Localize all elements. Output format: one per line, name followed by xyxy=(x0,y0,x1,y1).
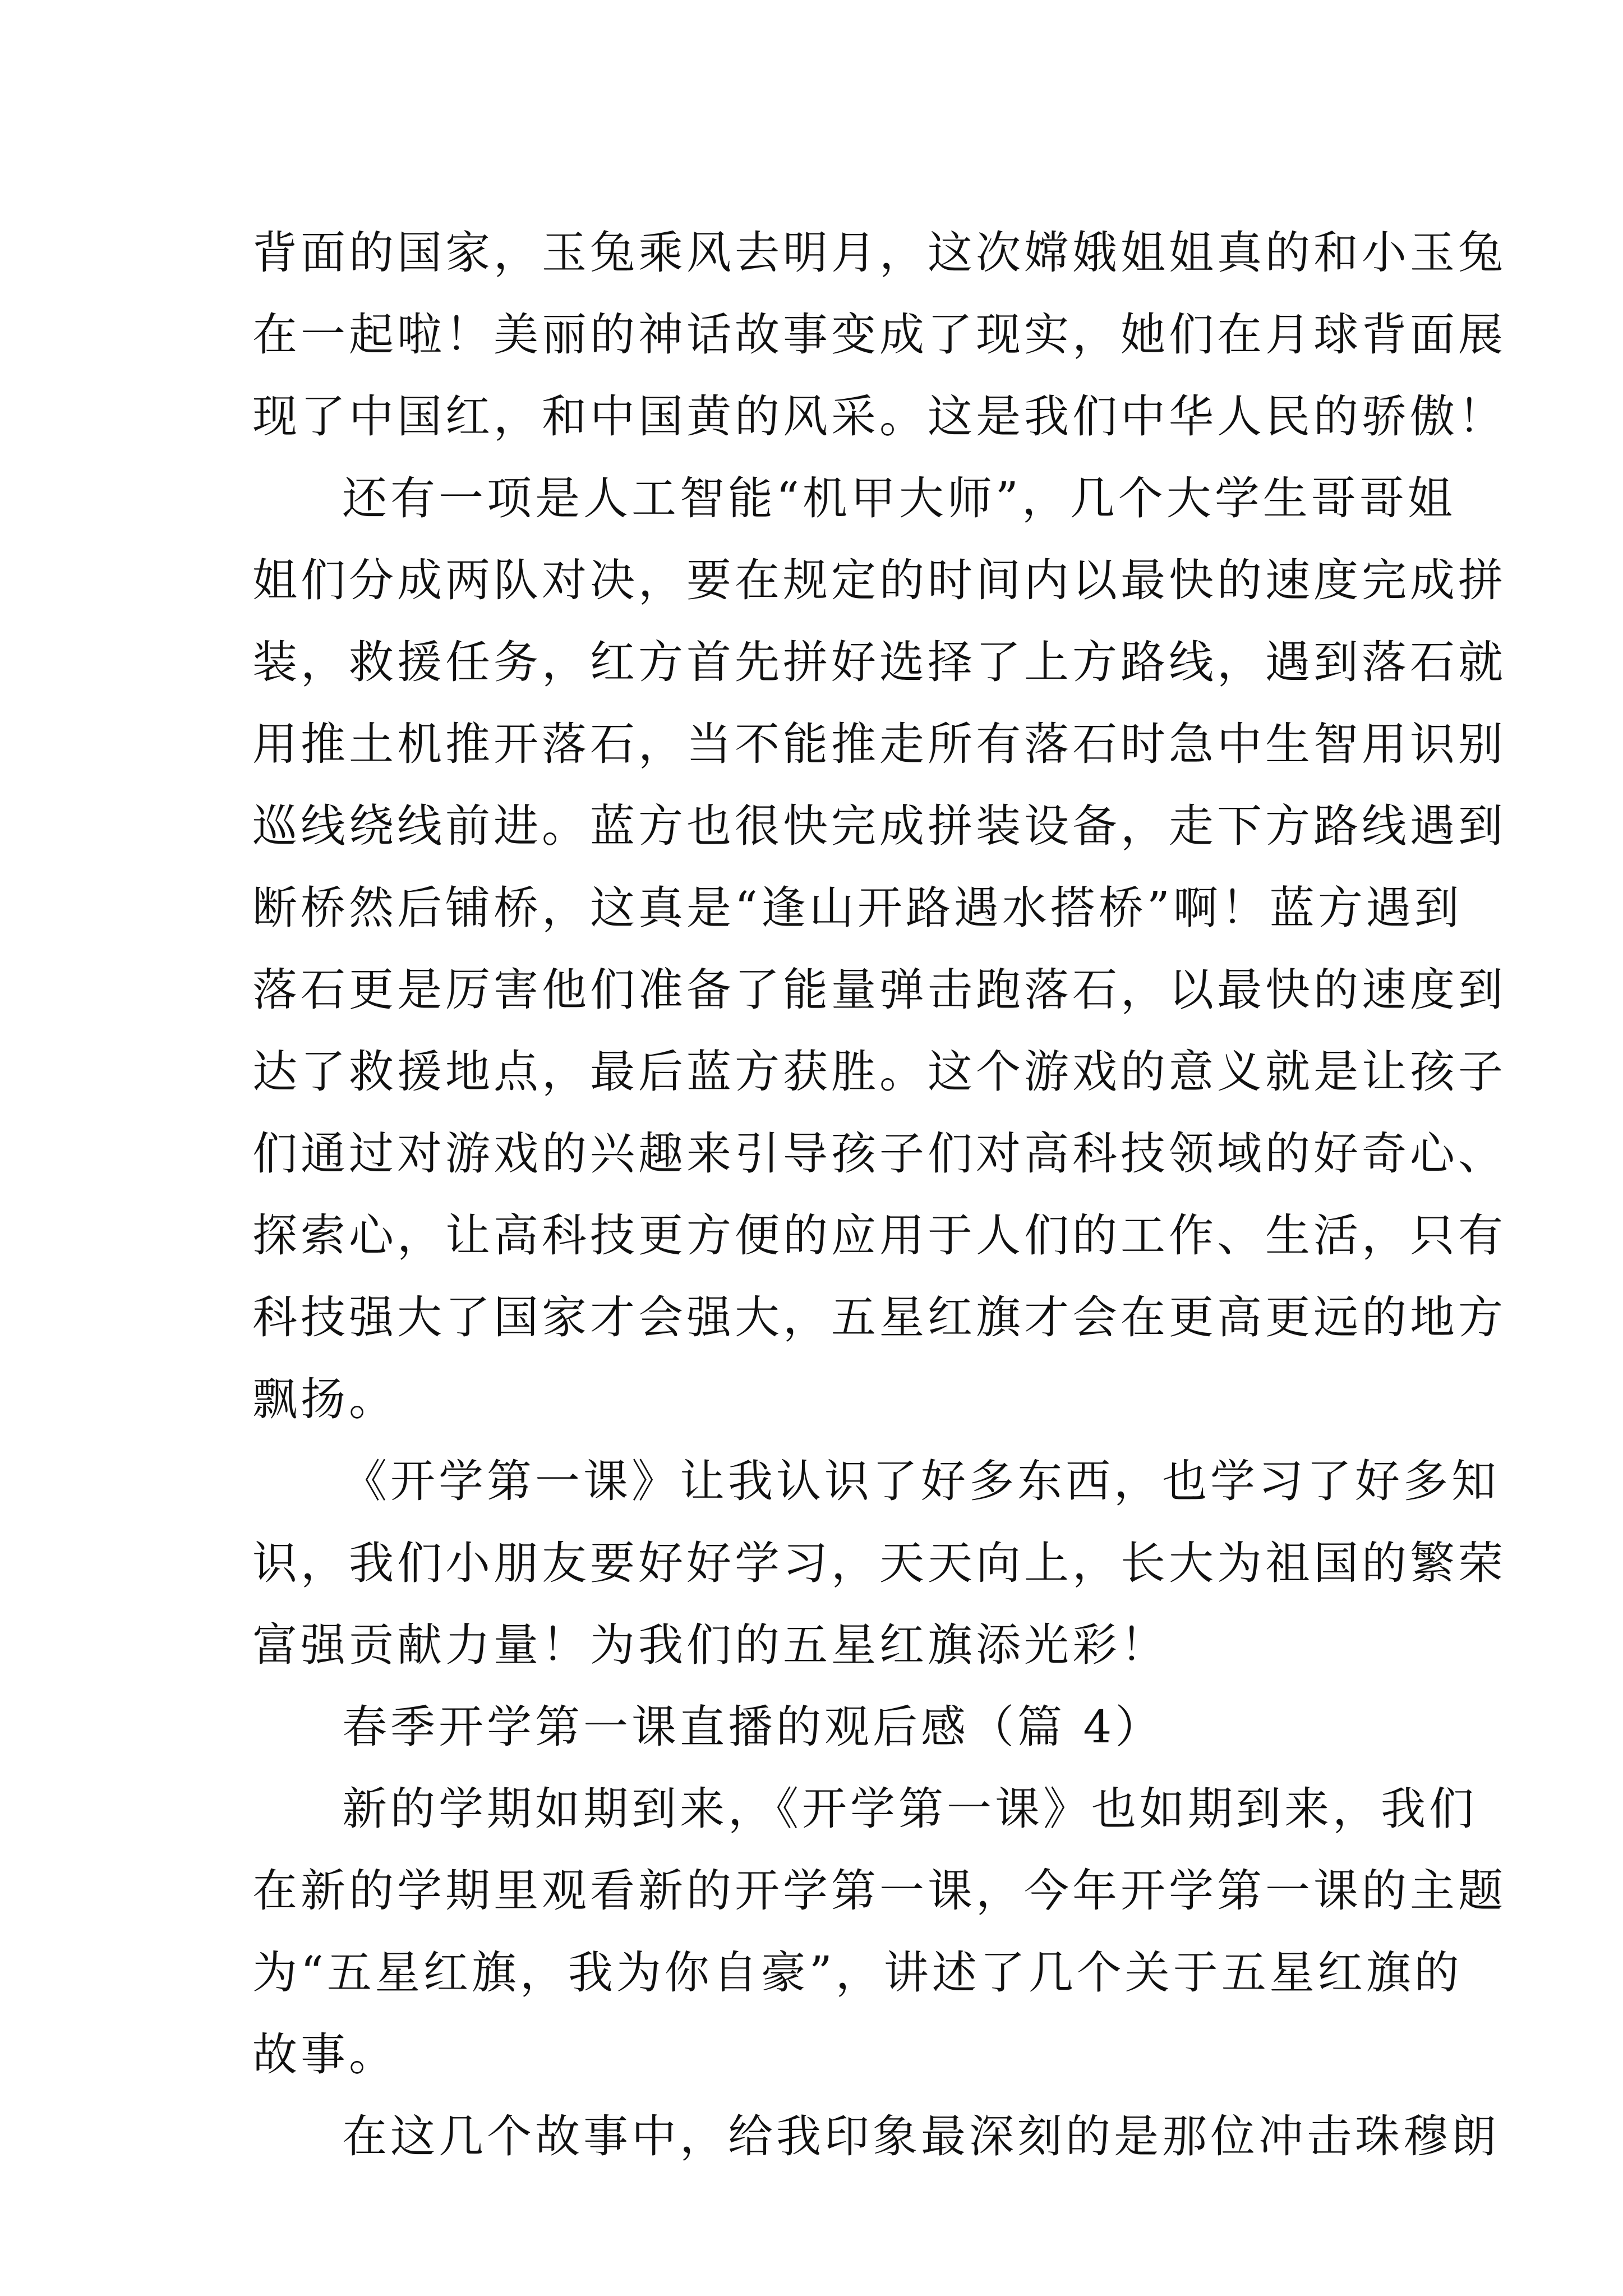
text-line: 装，救援任务，红方首先拼好选择了上方路线，遇到落石就 xyxy=(252,636,1506,688)
text-line: 用推土机推开落石，当不能推走所有落石时急中生智用识别 xyxy=(252,718,1506,770)
text-line: 科技强大了国家才会强大，五星红旗才会在更高更远的地方 xyxy=(252,1291,1506,1343)
section-heading: 春季开学第一课直播的观后感（篇 4） xyxy=(342,1701,1164,1753)
text-line: 背面的国家，玉兔乘风去明月，这次嫦娥姐姐真的和小玉兔 xyxy=(252,227,1506,279)
text-line: 巡线绕线前进。蓝方也很快完成拼装设备，走下方路线遇到 xyxy=(252,800,1506,852)
text-line: 们通过对游戏的兴趣来引导孩子们对高科技领域的好奇心、 xyxy=(252,1128,1506,1180)
text-line: 富强贡献力量！为我们的五星红旗添光彩！ xyxy=(252,1619,1169,1671)
paragraph-start-line: 新的学期如期到来，《开学第一课》也如期到来，我们 xyxy=(342,1783,1477,1835)
paragraph-start-line: 还有一项是人工智能“机甲大师”，几个大学生哥哥姐 xyxy=(342,472,1456,524)
text-line: 探索心，让高科技更方便的应用于人们的工作、生活，只有 xyxy=(252,1209,1506,1262)
text-line: 达了救援地点，最后蓝方获胜。这个游戏的意义就是让孩子 xyxy=(252,1046,1506,1098)
text-line: 姐们分成两队对决，要在规定的时间内以最快的速度完成拼 xyxy=(252,554,1506,606)
document-body xyxy=(252,212,1506,2178)
paragraph-start-line: 《开学第一课》让我认识了好多东西，也学习了好多知 xyxy=(342,1455,1500,1507)
text-line: 飘扬。 xyxy=(252,1373,397,1425)
paragraph-start-line: 在这几个故事中，给我印象最深刻的是那位冲击珠穆朗 xyxy=(342,2110,1500,2162)
text-line: 在一起啦！美丽的神话故事变成了现实，她们在月球背面展 xyxy=(252,309,1506,361)
text-line: 落石更是厉害他们准备了能量弹击跑落石，以最快的速度到 xyxy=(252,964,1506,1016)
text-line: 为“五星红旗，我为你自豪”，讲述了几个关于五星红旗的 xyxy=(252,1947,1463,1999)
text-line: 现了中国红，和中国黄的风采。这是我们中华人民的骄傲！ xyxy=(252,390,1506,443)
text-line: 识，我们小朋友要好好学习，天天向上，长大为祖国的繁荣 xyxy=(252,1537,1506,1589)
text-line: 断桥然后铺桥，这真是“逢山开路遇水搭桥”啊！蓝方遇到 xyxy=(252,882,1463,934)
text-line: 在新的学期里观看新的开学第一课，今年开学第一课的主题 xyxy=(252,1865,1506,1917)
text-line: 故事。 xyxy=(252,2028,397,2081)
